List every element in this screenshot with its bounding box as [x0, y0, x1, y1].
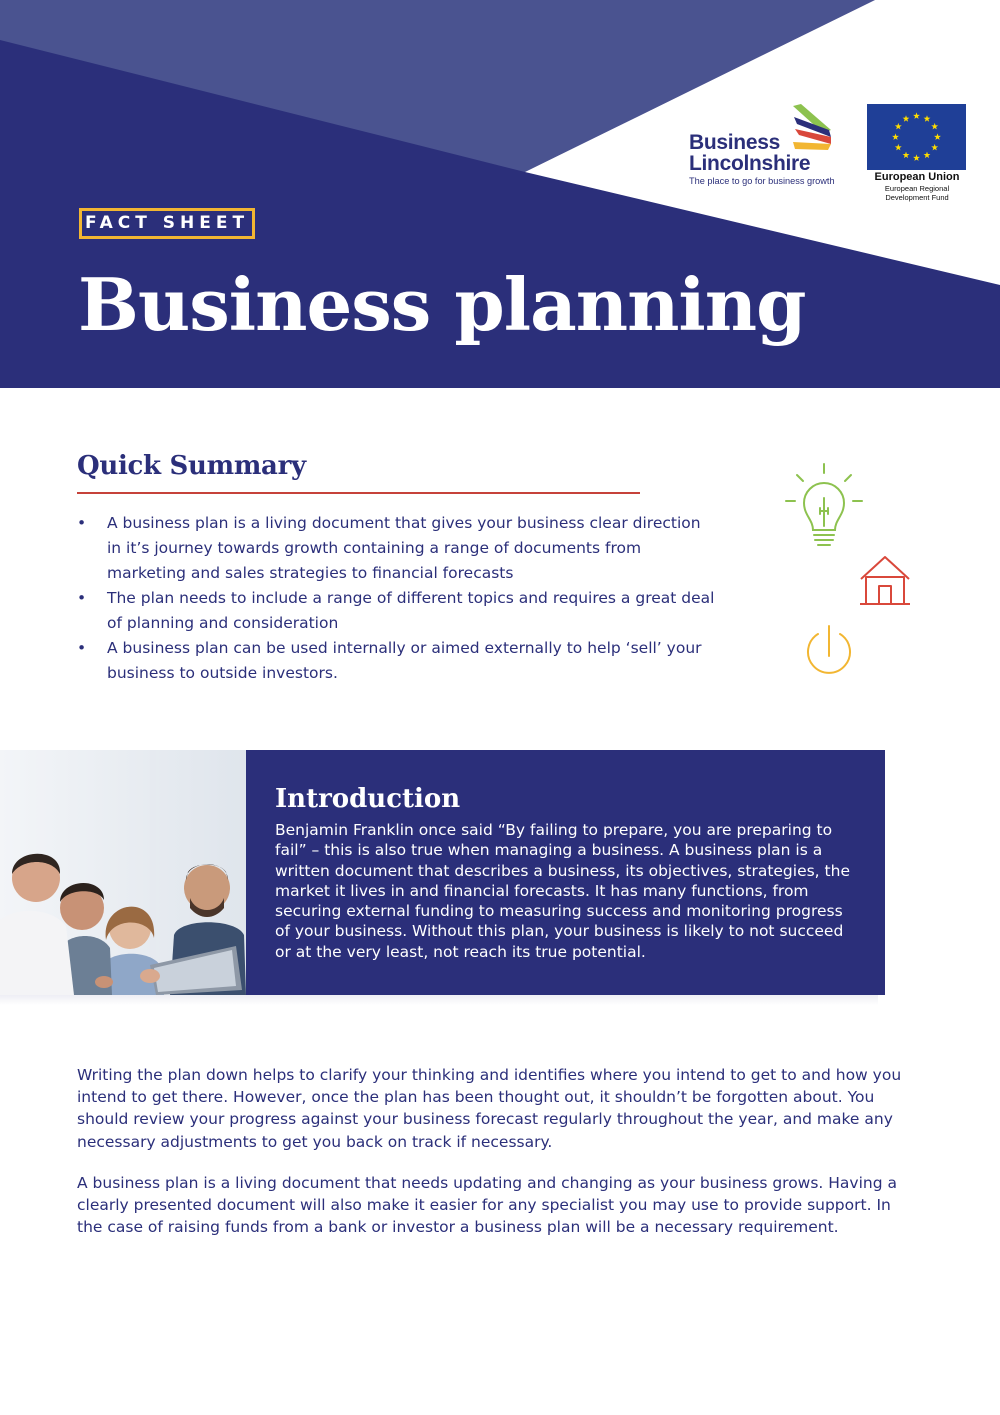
eu-star [903, 152, 910, 159]
quick-summary-heading: Quick Summary [77, 451, 306, 481]
list-item [77, 586, 717, 636]
body-paragraph-1: Writing the plan down helps to clarify your thinking and identifies where you intend to get to and how you intend to get there. However, once the plan has been thought out, it shouldn’t be forgotten about. You should review your progress against your business forecast regularly throughout the year, and make any necessary adjustments to get you back on track if necessary. [77, 1066, 902, 1151]
eu-star [934, 133, 941, 140]
team-photo-illustration [0, 750, 246, 995]
bullet: • [77, 639, 87, 657]
eu-star [895, 123, 902, 130]
power-icon [808, 626, 850, 673]
eu-fund-line2: Development Fund [885, 193, 949, 202]
body-paragraph-2: A business plan is a living document that needs updating and changing as your business grows. Having a clearly presented document will also make it easier for any specialist you may use to provide support. In the case of raising funds from a bank or investor a business plan will be a necessary requirement. [77, 1174, 898, 1237]
list-item-text: A business plan is a living document that gives your business clear direction in it’s journey towards growth containing a range of documents from marketing and sales strategies to financial forecasts [107, 514, 701, 582]
list-item [77, 511, 717, 586]
logo-line-business: Business [689, 131, 780, 154]
list-item-text: A business plan can be used internally or aimed externally to help ‘sell’ your business to outside investors. [107, 639, 702, 682]
quick-summary-list [77, 511, 717, 686]
lightbulb-icon [786, 464, 862, 545]
eu-name: European Union [874, 171, 960, 183]
fact-sheet-badge: FACT SHEET [79, 208, 255, 239]
bullet: • [77, 589, 87, 607]
introduction-heading: Introduction [275, 784, 461, 814]
eu-star [913, 112, 920, 119]
header-banner [0, 0, 1000, 388]
list-item-text: The plan needs to include a range of different topics and requires a great deal of planning and consideration [107, 589, 715, 632]
eu-star [931, 144, 938, 151]
eu-fund-label [867, 184, 967, 202]
eu-star [931, 123, 938, 130]
eu-flag [867, 104, 966, 170]
logo-tagline: The place to go for business growth [689, 176, 835, 186]
eu-star [892, 133, 899, 140]
logo-line-lincolnshire: Lincolnshire [689, 152, 811, 175]
eu-star [903, 115, 910, 122]
team-photo [0, 750, 246, 995]
list-item [77, 636, 717, 686]
house-icon [860, 557, 910, 604]
introduction-shadow [0, 995, 878, 1005]
eu-star [924, 152, 931, 159]
eu-logo [867, 104, 967, 204]
eu-star [913, 154, 920, 161]
summary-icons [780, 460, 920, 690]
quick-summary-divider [77, 492, 640, 494]
page-title: Business planning [78, 262, 806, 347]
bullet: • [77, 514, 87, 532]
eu-fund-line1: European Regional [884, 184, 950, 193]
business-lincolnshire-logo [689, 104, 839, 190]
eu-star [895, 144, 902, 151]
introduction-panel [246, 750, 885, 995]
eu-star [924, 115, 931, 122]
eu-stars-icon [867, 104, 966, 170]
introduction-text: Benjamin Franklin once said “By failing to prepare, you are preparing to fail” – this is also true when managing a business. A business plan is a written document that describes a business, its objectives, strategies, the market it lives in and financial forecasts. It has many functions, from securing external funding to measuring success and monitoring progress of your business. Without this plan, your business is likely to not succeed or at the very least, not reach its true potential. [275, 821, 850, 961]
